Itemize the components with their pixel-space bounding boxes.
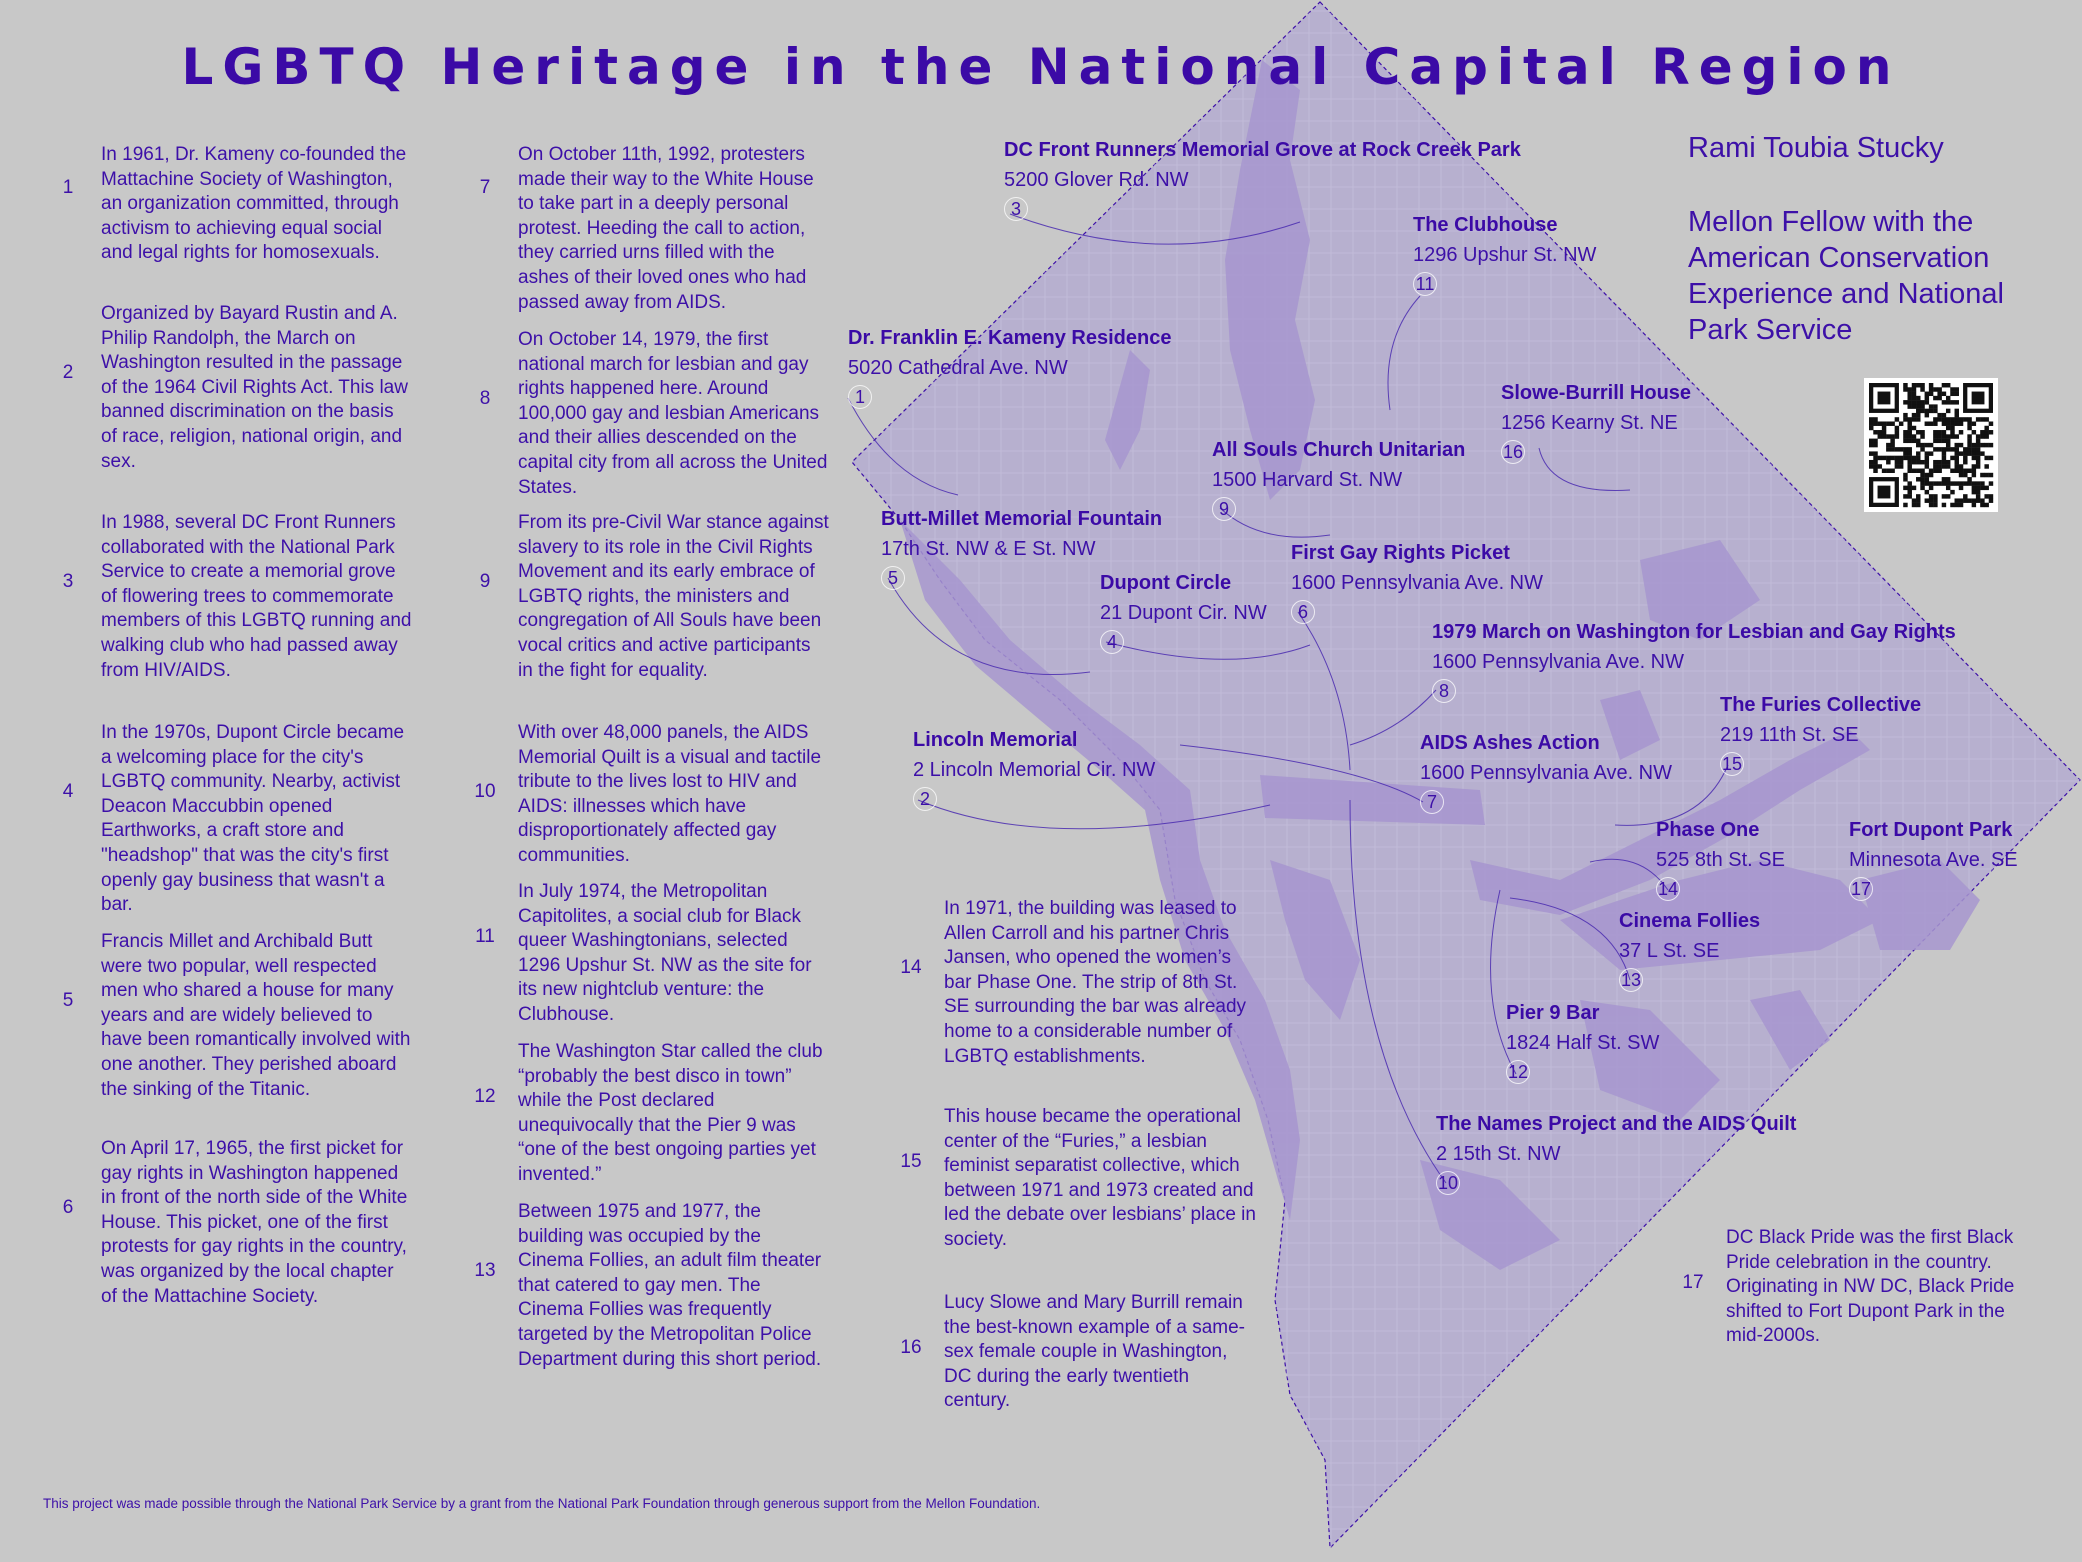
story-text: On October 14, 1979, the first national march for lesbian and gay rights happened here. Around 100,000 gay and lesbian Americans and their allies descended on the capital city from all across the United States. xyxy=(518,329,828,498)
site-name: Dr. Franklin E. Kameny Residence xyxy=(848,327,1172,349)
site-number-badge: 13 xyxy=(1620,970,1642,990)
site-address: 2 Lincoln Memorial Cir. NW xyxy=(913,759,1156,781)
site-number-badge: 12 xyxy=(1507,1062,1529,1082)
site-number-badge: 14 xyxy=(1657,879,1679,899)
story-entry xyxy=(479,511,830,683)
site-name: 1979 March on Washington for Lesbian and Gay Rights xyxy=(1432,621,1956,643)
site-label[interactable] xyxy=(1506,998,1659,1084)
story-number: 3 xyxy=(62,571,74,592)
site-address: 1824 Half St. SW xyxy=(1506,1032,1660,1054)
story-number: 6 xyxy=(62,1197,74,1218)
story-number: 16 xyxy=(900,1337,922,1358)
story-number: 14 xyxy=(900,957,922,978)
story-number: 4 xyxy=(62,781,74,802)
story-text: In 1961, Dr. Kameny co-founded the Mattachine Society of Washington, an organization committed, through activism to achieving equal social and legal rights for homosexuals. xyxy=(101,144,407,264)
site-name: The Clubhouse xyxy=(1413,214,1558,236)
story-number: 17 xyxy=(1682,1272,1704,1293)
story-text: Organized by Bayard Rustin and A. Philip Randolph, the March on Washington resulted in the passage of the 1964 Civil Rights Act. This law banned discrimination on the basis of race, religion, national origin, and sex. xyxy=(101,303,408,472)
site-address: 37 L St. SE xyxy=(1619,940,1720,962)
story-entry xyxy=(900,897,1256,1069)
story-text: The Washington Star called the club “probably the best disco in town” while the Post declared unequivocally that the Pier 9 was “one of the best ongoing parties yet invented.” xyxy=(518,1041,823,1185)
site-number-badge: 6 xyxy=(1291,600,1315,624)
story-number: 2 xyxy=(62,362,74,383)
site-name: Butt-Millet Memorial Fountain xyxy=(881,508,1163,530)
site-address: 219 11th St. SE xyxy=(1720,724,1859,746)
site-address: 1600 Pennsylvania Ave. NW xyxy=(1291,572,1544,594)
story-number: 13 xyxy=(474,1260,496,1281)
site-label[interactable] xyxy=(1420,728,1672,814)
site-address: 5200 Glover Rd. NW xyxy=(1004,169,1189,191)
site-number-badge: 2 xyxy=(913,787,937,811)
site-label[interactable] xyxy=(1501,378,1691,464)
site-label[interactable] xyxy=(848,323,1171,409)
site-number-badge: 16 xyxy=(1502,442,1524,462)
site-address: 1256 Kearny St. NE xyxy=(1501,412,1678,434)
site-label[interactable] xyxy=(1436,1109,1796,1195)
site-number-badge: 11 xyxy=(1413,272,1437,296)
site-name: Cinema Follies xyxy=(1619,910,1761,932)
story-number: 9 xyxy=(479,571,491,592)
story-text: Between 1975 and 1977, the building was occupied by the Cinema Follies, an adult film theater that catered to gay men. The Cinema Follies was frequently targeted by the Metropolitan Police Department during this short period. xyxy=(518,1201,822,1370)
site-address: 2 15th St. NW xyxy=(1436,1143,1561,1165)
story-number: 15 xyxy=(900,1151,922,1172)
site-name: All Souls Church Unitarian xyxy=(1212,439,1466,461)
site-label[interactable] xyxy=(1212,435,1465,521)
story-entry xyxy=(900,1105,1256,1253)
site-label[interactable] xyxy=(1004,135,1521,221)
site-address: 1600 Pennsylvania Ave. NW xyxy=(1432,651,1685,673)
story-text: In July 1974, the Metropolitan Capitolites, a social club for Black queer Washingtonians, selected 1296 Upshur St. NW as the site for its new nightclub venture: the Clubhouse. xyxy=(518,881,812,1025)
site-number-badge: 4 xyxy=(1100,630,1124,654)
story-entry xyxy=(62,1137,413,1309)
story-entry xyxy=(62,143,413,266)
story-text: In 1971, the building was leased to Allen Carroll and his partner Chris Jansen, who opened the women’s bar Phase One. The strip of 8th St. SE surrounding the bar was already home to a considerable number of LGBTQ establishments. xyxy=(944,898,1247,1067)
site-name: Slowe-Burrill House xyxy=(1501,382,1692,404)
site-number-badge: 10 xyxy=(1437,1173,1459,1193)
site-name: Phase One xyxy=(1656,819,1760,841)
site-address: 1296 Upshur St. NW xyxy=(1413,244,1597,266)
site-number-badge: 17 xyxy=(1850,879,1872,899)
site-name: Dupont Circle xyxy=(1100,572,1232,594)
story-number: 10 xyxy=(474,781,496,802)
site-label[interactable] xyxy=(1100,568,1267,654)
story-number: 12 xyxy=(474,1086,496,1107)
site-label[interactable] xyxy=(1291,538,1543,624)
site-address: Minnesota Ave. SE xyxy=(1849,849,2018,871)
site-address: 5020 Cathedral Ave. NW xyxy=(848,357,1068,379)
site-name: DC Front Runners Memorial Grove at Rock Creek Park xyxy=(1004,139,1521,161)
story-number: 5 xyxy=(62,990,74,1011)
story-text: On October 11th, 1992, protesters made their way to the White House to take part in a deeply personal protest. Heeding the call to action, they carried urns filled with the ashes of their loved ones who had passed away from AIDS. xyxy=(518,144,814,313)
story-entry xyxy=(900,1291,1256,1414)
story-entry xyxy=(474,721,830,869)
site-address: 17th St. NW & E St. NW xyxy=(881,538,1096,560)
story-number: 1 xyxy=(62,177,74,198)
site-address: 1600 Pennsylvania Ave. NW xyxy=(1420,762,1673,784)
story-text: Lucy Slowe and Mary Burrill remain the best-known example of a same-sex female couple in Washington, DC during the early twentieth century. xyxy=(944,1292,1245,1412)
site-label[interactable] xyxy=(1720,690,1921,776)
site-name: Pier 9 Bar xyxy=(1506,1002,1600,1024)
story-text: From its pre-Civil War stance against slavery to its role in the Civil Rights Movement and its early embrace of LGBTQ rights, the ministers and congregation of All Souls have been vocal critics and active participants in the fight for equality. xyxy=(518,512,829,681)
site-label[interactable] xyxy=(1413,210,1596,296)
story-entry xyxy=(62,511,413,683)
site-address: 525 8th St. SE xyxy=(1656,849,1785,871)
site-number-badge: 15 xyxy=(1721,754,1743,774)
qr-code-icon[interactable] xyxy=(1864,378,1998,512)
story-entry xyxy=(62,930,413,1102)
story-text: This house became the operational center of the “Furies,” a lesbian feminist separatist collective, which between 1971 and 1973 created and led the debate over lesbians’ place in society. xyxy=(944,1106,1256,1250)
site-number-badge: 5 xyxy=(881,566,905,590)
story-entry xyxy=(474,1040,830,1188)
story-entry xyxy=(479,328,830,500)
site-name: Fort Dupont Park xyxy=(1849,819,2013,841)
site-name: The Furies Collective xyxy=(1720,694,1922,716)
site-number-badge: 1 xyxy=(848,385,872,409)
story-entry xyxy=(474,1200,830,1372)
site-number-badge: 7 xyxy=(1420,790,1444,814)
site-label[interactable] xyxy=(913,725,1155,811)
story-text: In the 1970s, Dupont Circle became a welcoming place for the city's LGBTQ community. Nearby, activist Deacon Maccubbin opened Earthworks, a craft store and "headshop" that was the city's first openly gay business that wasn't a bar. xyxy=(101,722,405,916)
site-label[interactable] xyxy=(1656,815,1785,901)
story-entry xyxy=(62,721,413,918)
site-number-badge: 9 xyxy=(1212,497,1236,521)
site-name: Lincoln Memorial xyxy=(913,729,1078,751)
story-text: On April 17, 1965, the first picket for gay rights in Washington happened in front of the north side of the White House. This picket, one of the first protests for gay rights in the country, was organized by the local chapter of the Mattachine Society. xyxy=(101,1138,408,1307)
site-address: 1500 Harvard St. NW xyxy=(1212,469,1403,491)
story-number: 11 xyxy=(475,926,495,947)
story-entry xyxy=(475,880,830,1028)
footer-credit: This project was made possible through the National Park Service by a grant from the National Park Foundation through generous support from the Mellon Foundation. xyxy=(43,1496,1041,1511)
site-name: AIDS Ashes Action xyxy=(1420,732,1600,754)
page-title: LGBTQ Heritage in the National Capital Region xyxy=(181,38,1901,96)
site-label[interactable] xyxy=(1619,906,1760,992)
site-name: First Gay Rights Picket xyxy=(1291,542,1510,564)
site-label[interactable] xyxy=(1849,815,2018,901)
story-text: With over 48,000 panels, the AIDS Memorial Quilt is a visual and tactile tribute to the lives lost to HIV and AIDS: illnesses which have disproportionately affected gay communities. xyxy=(518,722,822,866)
story-text: Francis Millet and Archibald Butt were two popular, well respected men who shared a house for many years and are widely believed to have been romantically involved with one another. They perished aboard the sinking of the Titanic. xyxy=(101,931,411,1100)
fellowship-title: Mellon Fellow with the American Conservation Experience and National Park Service xyxy=(1688,206,2004,346)
story-number: 8 xyxy=(479,388,491,409)
site-name: The Names Project and the AIDS Quilt xyxy=(1436,1113,1797,1135)
story-text: In 1988, several DC Front Runners collaborated with the National Park Service to create a memorial grove of flowering trees to commemorate members of this LGBTQ running and walking club who had passed away from HIV/AIDS. xyxy=(101,512,412,681)
site-number-badge: 8 xyxy=(1432,679,1456,703)
story-number: 7 xyxy=(479,177,491,198)
story-entry xyxy=(1682,1226,2038,1349)
site-address: 21 Dupont Cir. NW xyxy=(1100,602,1267,624)
story-entry xyxy=(479,143,830,315)
story-text: DC Black Pride was the first Black Pride celebration in the country. Originating in NW DC, Black Pride shifted to Fort Dupont Park in the mid-2000s. xyxy=(1726,1227,2015,1347)
site-number-badge: 3 xyxy=(1004,197,1028,221)
author-name: Rami Toubia Stucky xyxy=(1688,132,1944,164)
story-entry xyxy=(62,302,413,474)
